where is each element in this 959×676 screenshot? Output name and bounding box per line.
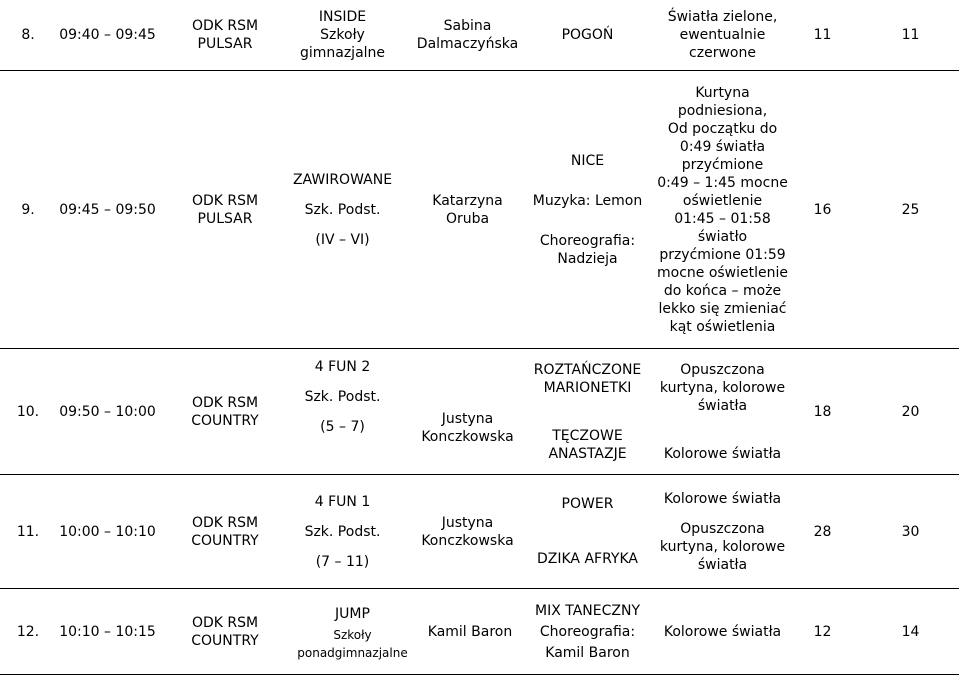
table-row [0,71,959,348]
group-cell [285,475,400,588]
piece-cell [530,475,645,588]
piece-cell [530,0,645,70]
group-line: JUMP [335,605,370,622]
lights-line: kurtyna, kolorowe [659,538,786,555]
coach-cell [410,0,525,70]
group-line: (IV – VI) [315,231,370,248]
lights-line: 0:49 światła [679,138,766,155]
lights-cell [650,0,795,70]
count-b: 14 [901,623,920,640]
group-cell [285,71,400,348]
lights-line: 0:49 – 1:45 mocne [657,174,788,191]
organization-line: ODK RSM [191,192,259,209]
row-divider [0,674,959,675]
piece-line: POGOŃ [561,27,614,43]
time-slot: 09:50 – 10:00 [59,403,156,420]
organization-line: ODK RSM [191,18,259,34]
piece-line: ROZTAŃCZONE [533,361,642,378]
lights-line: Opuszczona [680,361,765,378]
lights-line: lekko się zmieniać [658,300,787,317]
coach-line: Katarzyna [432,192,503,209]
group-line: INSIDE [318,9,367,25]
lights-cell [650,71,795,348]
piece-line: Muzyka: Lemon [532,192,643,209]
group-line: Szkoły [333,627,372,642]
coach-line: Kamil Baron [427,623,513,640]
lights-line: oświetlenie [682,192,763,209]
lights-line: Kurtyna [695,84,750,101]
piece-line: Choreografia: [539,232,636,249]
lights-line: światła [697,556,748,573]
piece-line: MIX TANECZNY [535,602,640,619]
count-a: 18 [813,403,832,420]
table-row [0,475,959,588]
coach-cell [420,589,520,674]
row-number: 10. [16,403,40,420]
lights-line: kurtyna, kolorowe [659,379,786,396]
coach-line: Konczkowska [421,429,514,445]
piece-cell [530,349,645,474]
count-b: 25 [901,201,920,218]
coach-cell [410,71,525,348]
piece-cell [530,589,645,674]
group-cell [285,0,400,70]
lights-line: Kolorowe światła [663,623,782,640]
organization-cell [170,71,280,348]
organization-line: PULSAR [197,210,253,227]
lights-line: światła [697,397,748,414]
organization-line: ODK RSM [191,394,259,411]
lights-line: kąt oświetlenia [669,318,776,335]
group-line: (7 – 11) [315,553,370,570]
table-row [0,349,959,474]
lights-line: 01:45 – 01:58 [674,210,771,227]
lights-line: mocne oświetlenie [656,264,789,281]
count-a: 16 [813,201,832,218]
row-number: 9. [21,201,35,218]
time-slot: 09:40 – 09:45 [59,27,156,43]
organization-cell [170,589,280,674]
organization-cell [170,349,280,474]
coach-line: Sabina [443,18,492,34]
coach-line: Oruba [445,210,490,227]
piece-line: NICE [570,152,605,169]
group-line: ZAWIROWANE [292,171,393,188]
coach-line: Konczkowska [421,532,514,549]
group-line: Szk. Podst. [304,201,381,218]
piece-cell [530,71,645,348]
coach-cell [410,475,525,588]
organization-line: PULSAR [197,36,253,52]
count-a: 11 [813,27,832,43]
organization-line: ODK RSM [191,514,259,531]
piece-line: ANASTAZJE [548,445,627,462]
lights-line: czerwone [689,45,756,61]
piece-line: Nadzieja [557,250,618,267]
row-number: 12. [16,623,40,640]
lights-line: przyćmione [681,156,764,173]
piece-line: MARIONETKI [543,379,632,396]
group-cell [285,349,400,477]
count-b: 30 [901,523,920,540]
count-b: 11 [901,27,920,43]
count-a: 12 [813,623,832,640]
group-line: 4 FUN 2 [314,359,371,375]
lights-line: ewentualnie [679,27,766,43]
lights-line: podniesiona, [677,102,768,119]
organization-line: COUNTRY [191,412,259,429]
table-row [0,589,959,674]
group-line: ponadgimnazjalne [297,645,408,660]
row-number: 8. [21,27,35,43]
lights-line: Światła zielone, [667,9,778,25]
time-slot: 10:00 – 10:10 [59,523,156,540]
group-line: 4 FUN 1 [314,493,371,510]
lights-line: Opuszczona [680,520,765,537]
group-line: Szk. Podst. [304,389,381,405]
group-line: Szkoły [320,27,365,43]
count-a: 28 [813,523,832,540]
group-line: gimnazjalne [299,45,386,61]
organization-line: COUNTRY [191,632,259,649]
coach-line: Justyna [441,514,494,531]
organization-line: ODK RSM [191,614,259,631]
piece-line: TĘCZOWE [552,427,623,444]
piece-line: POWER [561,496,614,512]
row-number: 11. [16,523,40,540]
coach-cell [410,349,525,474]
organization-cell [170,0,280,70]
lights-line: do końca – może [663,282,782,299]
piece-line: DZIKA AFRYKA [537,551,638,567]
lights-line: przyćmione 01:59 [659,246,786,263]
lights-line: Od początku do [667,120,778,137]
group-line: Szk. Podst. [304,523,381,540]
organization-cell [170,475,280,588]
group-cell [285,589,420,674]
piece-line: Kamil Baron [545,644,630,661]
coach-line: Justyna [441,411,494,427]
time-slot: 10:10 – 10:15 [59,623,156,640]
lights-line: Kolorowe światła [663,445,782,462]
lights-cell [660,589,785,674]
group-line: (5 – 7) [320,419,365,435]
count-b: 20 [901,403,920,420]
piece-line: Choreografia: [539,623,636,640]
time-slot: 09:45 – 09:50 [59,201,156,218]
lights-cell [650,475,795,588]
lights-line: Kolorowe światła [663,490,782,507]
lights-cell [650,349,795,474]
organization-line: COUNTRY [191,532,259,549]
table-row [0,0,959,70]
coach-line: Dalmaczyńska [416,36,519,52]
lights-line: światło [697,228,748,245]
